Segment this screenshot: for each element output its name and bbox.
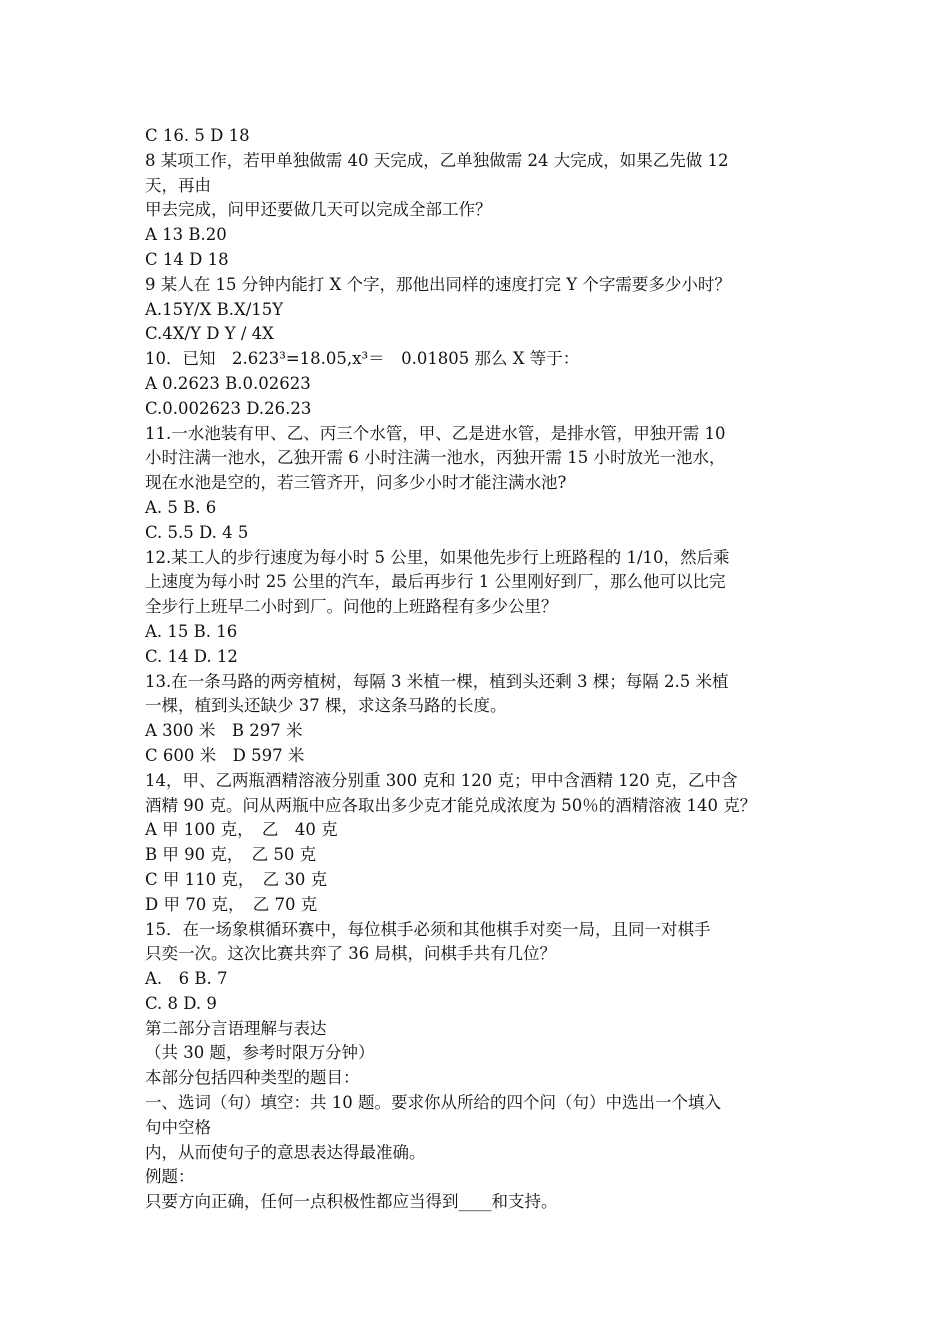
text-line: A.15Y/X B.X/15Y [145, 299, 284, 319]
text-line: 9 某人在 15 分钟内能打 X 个字，那他出同样的速度打完 Y 个字需要多少小时？ [145, 274, 731, 294]
text-line: A. 15 B. 16 [145, 621, 238, 641]
text-line: 本部分包括四种类型的题目： [145, 1068, 360, 1088]
text-line: 14，甲、乙两瓶酒精溶液分别重 300 克和 120 克；甲中含酒精 120 克，乙中含 [145, 770, 738, 790]
text-line: A 13 B.20 [145, 225, 227, 245]
text-line: 8 某项工作，若甲单独做需 40 天完成，乙单独做需 24 大完成，如果乙先做 12 [145, 150, 729, 170]
text-line: A 300 米 B 297 米 [145, 721, 303, 741]
text-line: C. 5.5 D. 4 5 [145, 522, 249, 542]
text-line: 小时注满一池水，乙独开需 6 小时注满一池水，丙独开需 15 小时放光一池水， [145, 448, 726, 468]
text-line: A 甲 100 克， 乙 40 克 [145, 820, 338, 840]
text-line: 全步行上班早二小时到厂。问他的上班路程有多少公里？ [145, 597, 558, 617]
document-page [145, 124, 825, 1215]
text-line: A. 6 B. 7 [145, 969, 228, 989]
text-line: 一棵，植到头还缺少 37 棵，求这条马路的长度。 [145, 696, 507, 716]
text-line: C. 8 D. 9 [145, 993, 217, 1013]
text-line: 15．在一场象棋循环赛中，每位棋手必须和其他棋手对奕一局，且同一对棋手 [145, 919, 711, 939]
text-line: C 16. 5 D 18 [145, 126, 250, 145]
text-line: 13.在一条马路的两旁植树，每隔 3 米植一棵，植到头还剩 3 棵；每隔 2.5 米植 [145, 671, 729, 691]
text-line: 酒精 90 克。问从两瓶中应各取出多少克才能兑成浓度为 50％的酒精溶液 140 克？ [145, 795, 757, 815]
text-line: 上速度为每小时 25 公里的汽车，最后再步行 1 公里刚好到厂，那么他可以比完 [145, 572, 726, 592]
text-line: （共 30 题，参考时限万分钟） [145, 1043, 375, 1063]
text-line: C. 14 D. 12 [145, 646, 238, 666]
text-line: 12.某工人的步行速度为每小时 5 公里，如果他先步行上班路程的 1/10，然后乘 [145, 547, 730, 567]
text-line: C 600 米 D 597 米 [145, 745, 305, 765]
text-line: C.0.002623 D.26.23 [145, 398, 312, 418]
text-line: A 0.2623 B.0.02623 [145, 373, 311, 393]
text-line: 11.一水池装有甲、乙、丙三个水管，甲、乙是进水管，是排水管，甲独开需 10 [145, 423, 726, 443]
text-line: 第二部分言语理解与表达 [145, 1018, 327, 1038]
text-line: D 甲 70 克， 乙 70 克 [145, 894, 318, 914]
text-line: 一、选词（句）填空：共 10 题。要求你从所给的四个问（句）中选出一个填入 [145, 1093, 721, 1113]
text-line: C 14 D 18 [145, 249, 229, 269]
text-line: B 甲 90 克， 乙 50 克 [145, 845, 317, 865]
text-line: 例题： [145, 1167, 195, 1187]
text-line: 句中空格 [145, 1117, 211, 1137]
text-line: 只要方向正确，任何一点积极性都应当得到____和支持。 [145, 1192, 558, 1212]
text-line: 内，从而使句子的意思表达得最准确。 [145, 1142, 426, 1162]
text-line: 只奕一次。这次比赛共弈了 36 局棋，问棋手共有几位？ [145, 944, 556, 964]
text-line: C 甲 110 克， 乙 30 克 [145, 869, 328, 889]
text-line: 10．已知 2.623³=18.05,x³＝ 0.01805 那么 X 等于： [145, 349, 580, 369]
text-line: 天，再由 [145, 175, 211, 195]
text-line: 现在水池是空的，若三管齐开，问多少小时才能注满水池? [145, 473, 567, 493]
text-line: C.4X/Y D Y / 4X [145, 324, 274, 344]
text-line: 甲去完成，问甲还要做几天可以完成全部工作？ [145, 200, 492, 220]
text-line: A. 5 B. 6 [145, 497, 217, 517]
